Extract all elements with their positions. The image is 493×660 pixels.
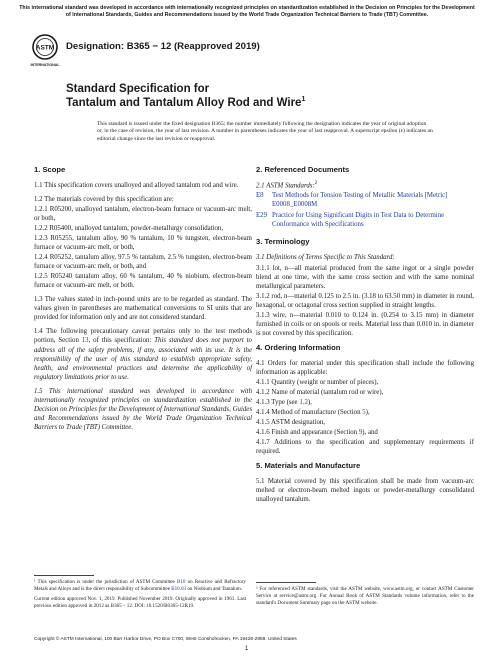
para-1-5: 1.5 This international standard was developed in accordance with internationally recognized principles on standardization established in the Decision on Principles for the Development of International Standards, Guides and Recommendations issued by the World Trade Organization Technical Barriers to Trade (TBT) Committee.	[34, 387, 252, 431]
reference-e8-title[interactable]: Test Methods for Tension Testing of Metallic Materials [Metric] E0008_E0008M	[272, 192, 448, 209]
document-title	[66, 82, 426, 110]
para-1-2-4: 1.2.4 R05252, tantalum alloy, 97.5 % tantalum, 2.5 % tungsten, electron-beam furnace or vacuum-arc melt, or both, and	[34, 254, 252, 271]
para-1-2-1: 1.2.1 R05200, unalloyed tantalum, electron-beam furnace or vacuum-arc melt, or both,	[34, 206, 252, 223]
reference-e29-title[interactable]: Practice for Using Significant Digits in Test Data to Determine Conformance with Specifications	[272, 212, 445, 229]
para-4-1-4: 4.1.4 Method of manufacture (Section 5),	[256, 408, 370, 416]
svg-text:ASTM: ASTM	[35, 44, 55, 52]
para-4-1-5: 4.1.5 ASTM designation,	[256, 418, 326, 426]
para-3-1-1: 3.1.1 lot, n—all material produced from the same ingot or a single powder blend at one time, with the same cross section and with the same nominal metallurgical parameters.	[256, 264, 474, 290]
para-1-1: 1.1 This specification covers unalloyed and alloyed tantalum rod and wire.	[34, 182, 239, 190]
para-3-1: 3.1 Definitions of Terms Specific to This Standard:	[256, 254, 395, 262]
section-heading-ordering-information: 4. Ordering Information	[256, 342, 341, 352]
title-line-2: Tantalum and Tantalum Alloy Rod and Wire$^1$	[66, 96, 306, 110]
para-4-1-7: 4.1.7 Additions to the specification and supplementary requirements if required.	[256, 439, 474, 456]
para-4-1-1: 4.1.1 Quantity (weight or number of pieces),	[256, 378, 379, 386]
right-column	[256, 165, 474, 509]
footnote-rule-right	[256, 582, 316, 583]
section-9-link[interactable]: 9	[358, 428, 363, 436]
para-1-2-5: 1.2.5 R05240 tantalum alloy, 60 % tantalum, 40 % niobium, electron-beam furnace or vacuum-arc melt, or both.	[34, 273, 252, 290]
section-heading-terminology: 3. Terminology	[256, 237, 310, 247]
astm-logo	[30, 33, 60, 69]
svg-text:INTERNATIONAL: INTERNATIONAL	[30, 63, 60, 67]
section-5-link[interactable]: 5	[362, 408, 366, 416]
designation: Designation: B365 − 12 (Reapproved 2019)	[66, 41, 260, 52]
left-column	[34, 165, 252, 437]
para-5-1: 5.1 Material covered by this specification shall be made from vacuum-arc melted or electron-beam melted ingots or powder-metallurgy consolidated unalloyed tantalum.	[256, 478, 474, 504]
reference-e8-code[interactable]: E8	[256, 192, 264, 200]
para-4-1-2: 4.1.2 Name of material (tantalum rod or wire),	[256, 388, 384, 396]
para-1-2-3: 1.2.3 R05255, tantalum alloy, 90 % tantalum, 10 % tungsten, electron-beam furnace or vacuum-arc melt, or both,	[34, 235, 252, 252]
footnote-2: ² For referenced ASTM standards, visit the ASTM website, www.astm.org, or contact ASTM Customer Service at service@astm.org. For Annual Book of ASTM Standards volume information, refer to the standard's Document Summary page on the ASTM website.	[256, 586, 474, 606]
para-2-1: 2.1 ASTM Standards:$^2$	[256, 181, 318, 190]
footnote-rule-left	[34, 575, 94, 576]
committee-b10-link[interactable]: B10	[176, 579, 186, 585]
page-number: 1	[244, 646, 249, 652]
para-4-1: 4.1 Orders for material under this specification shall include the following information as applicable:	[256, 359, 474, 376]
footnote-1: ¹ This specification is under the jurisdiction of ASTM Committee B10 on Reactive and Refractory Metals and Alloys and is the direct responsibility of Subcommittee B10.03 on Niobium and Tantalum. Current edition approved Nov. 1, 2019. Published November 2019. Originally approved in 1961. Last previous edition approved in 2012 as B365 – 12. DOI: 10.1520/B0365-12R19.	[34, 579, 247, 609]
subcommittee-b1003-link[interactable]: B10.03	[171, 585, 187, 592]
reference-e8[interactable]	[256, 191, 474, 209]
section-heading-materials-and-manufacture: 5. Materials and Manufacture	[256, 461, 361, 471]
section-heading-scope: 1. Scope	[34, 165, 66, 174]
para-1-2-2: 1.2.2 R05400, unalloyed tantalum, powder-metallurgy consolidation,	[34, 225, 224, 233]
title-footnote-mark[interactable]: 1	[301, 96, 306, 104]
reference-e29-code[interactable]: E29	[256, 212, 268, 220]
para-3-1-3: 3.1.3 wire, n—material 0.010 to 0.124 in. (0.254 to 3.15 mm) in diameter furnished in coils or on spools or reels. Material less than 0.010 in. in diameter is not covered by this specification.	[256, 311, 474, 337]
issued-note: This standard is issued under the fixed designation B365; the number immediately following the designation indicates the year of original adoption or, in the case of revision, the year of last revision. A number in parentheses indicates the year of last reapproval. A superscript epsilon (ε) indicates an editorial change since the last revision or reapproval.	[97, 121, 433, 142]
para-4-1-6: 4.1.6 Finish and appearance (Section 9), and	[256, 428, 378, 436]
para-4-1-3: 4.1.3 Type (see 1.2),	[256, 398, 312, 406]
title-line-1: Standard Specification for	[66, 83, 210, 95]
para-1-4: 1.4 The following precautionary caveat pertains only to the test methods portion, Section 13, of this specification: This standard does not purport to address all of the safety problems, if any, associated with its use. It is the responsibility of the user of this standard to establish appropriate safety, health, and environmental practices and determine the applicability of regulatory limitations prior to use.	[34, 328, 252, 381]
section-13-link[interactable]: 13	[81, 337, 89, 345]
section-1-2-link[interactable]: 1.2	[299, 398, 308, 406]
para-3-1-2: 3.1.2 rod, n—material 0.125 to 2.5 in. (3.18 to 63.50 mm) in diameter in round, hexagonal, or octagonal cross section supplied in straight lengths.	[256, 292, 474, 309]
section-heading-referenced-documents: 2. Referenced Documents	[256, 165, 350, 174]
reference-e29[interactable]	[256, 211, 474, 229]
para-1-3: 1.3 The values stated in inch-pound units are to be regarded as standard. The values given in parentheses are mathematical conversions to SI units that are provided for information only and are not considered standard.	[34, 296, 252, 322]
tbt-notice: This international standard was developed in accordance with internationally recognized principles on standardization established in the Decision on Principles for the Development of International Standards, Guides and Recommendations issued by the World Trade Organization Technical Barriers to Trade (TBT) Committee.	[19, 5, 475, 18]
copyright-line: Copyright © ASTM International, 100 Barr Harbor Drive, PO Box C700, West Conshohocken, PA 19428-2959. United States	[34, 637, 297, 642]
para-1-2: 1.2 The materials covered by this specification are:	[34, 196, 174, 204]
